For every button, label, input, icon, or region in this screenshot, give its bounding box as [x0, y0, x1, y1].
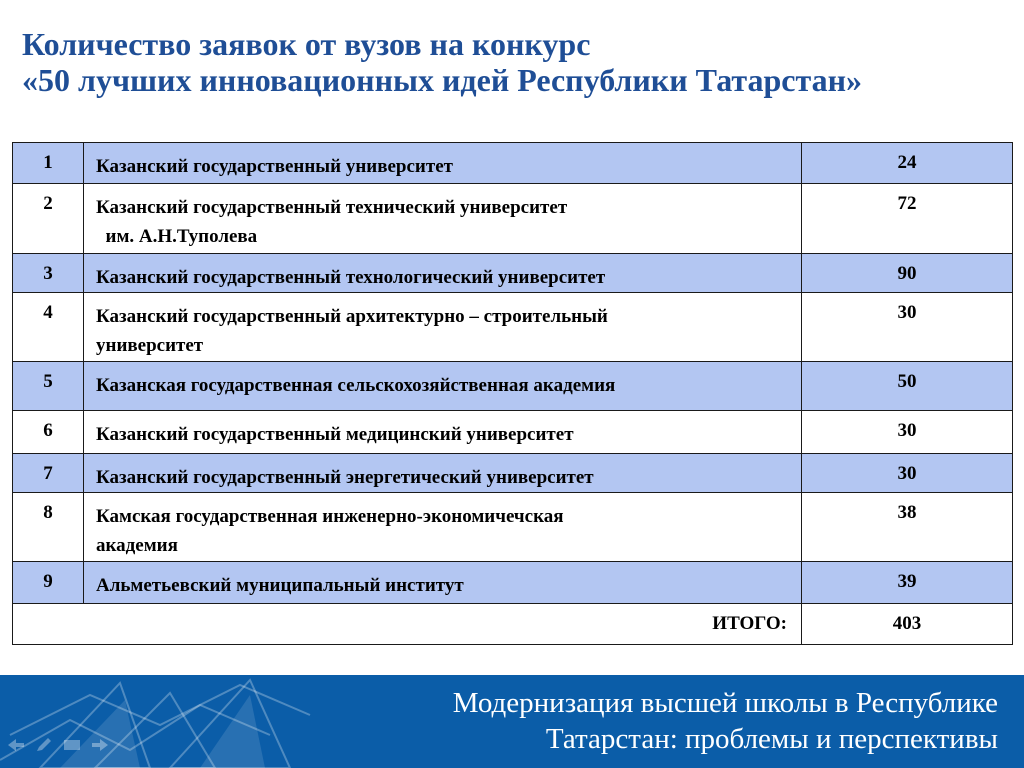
application-count: 90: [802, 254, 1013, 293]
row-number: 4: [13, 293, 84, 362]
title-line-1: Количество заявок от вузов на конкурс: [22, 26, 591, 62]
application-count: 72: [802, 184, 1013, 254]
table-row: [13, 562, 1013, 604]
menu-icon[interactable]: [62, 737, 82, 753]
table-row: [13, 493, 1013, 562]
slide-nav-controls: [6, 737, 110, 753]
table-row: [13, 143, 1013, 184]
footer-banner: [0, 675, 1024, 768]
pen-icon[interactable]: [34, 737, 54, 753]
row-number: 3: [13, 254, 84, 293]
footer-text: [453, 685, 998, 757]
university-name: Казанская государственная сельскохозяйственная академия: [84, 362, 802, 411]
university-name: Альметьевский муниципальный институт: [84, 562, 802, 604]
row-number: 7: [13, 454, 84, 493]
total-row: [13, 604, 1013, 645]
table-row: [13, 454, 1013, 493]
applications-table: [12, 142, 1013, 645]
forward-arrow-icon[interactable]: [90, 737, 110, 753]
row-number: 5: [13, 362, 84, 411]
application-count: 39: [802, 562, 1013, 604]
footer-line-1: Модернизация высшей школы в Республике: [452, 687, 998, 719]
application-count: 30: [802, 293, 1013, 362]
table-row: [13, 184, 1013, 254]
table-row: [13, 362, 1013, 411]
total-value: 403: [802, 604, 1013, 645]
application-count: 30: [802, 411, 1013, 454]
back-arrow-icon[interactable]: [6, 737, 26, 753]
university-name: Казанский государственный медицинский университет: [84, 411, 802, 454]
row-number: 6: [13, 411, 84, 454]
university-name: Казанский государственный технический университет им. А.Н.Туполева: [84, 184, 802, 254]
footer-line-2: Татарстан: проблемы и перспективы: [545, 723, 998, 755]
application-count: 50: [802, 362, 1013, 411]
table-row: [13, 254, 1013, 293]
university-name: Казанский государственный архитектурно – строительный университет: [84, 293, 802, 362]
table-row: [13, 411, 1013, 454]
row-number: 9: [13, 562, 84, 604]
row-number: 8: [13, 493, 84, 562]
university-name: Казанский государственный университет: [84, 143, 802, 184]
total-label: ИТОГО:: [13, 604, 802, 645]
university-name: Казанский государственный технологический университет: [84, 254, 802, 293]
row-number: 2: [13, 184, 84, 254]
university-name: Камская государственная инженерно-экономичечская академия: [84, 493, 802, 562]
row-number: 1: [13, 143, 84, 184]
application-count: 24: [802, 143, 1013, 184]
university-name: Казанский государственный энергетический университет: [84, 454, 802, 493]
slide-title: [22, 26, 1002, 98]
application-count: 30: [802, 454, 1013, 493]
table-row: [13, 293, 1013, 362]
triangle-decoration-icon: [0, 675, 340, 768]
title-line-2: «50 лучших инновационных идей Республики Татарстан»: [22, 62, 863, 98]
application-count: 38: [802, 493, 1013, 562]
